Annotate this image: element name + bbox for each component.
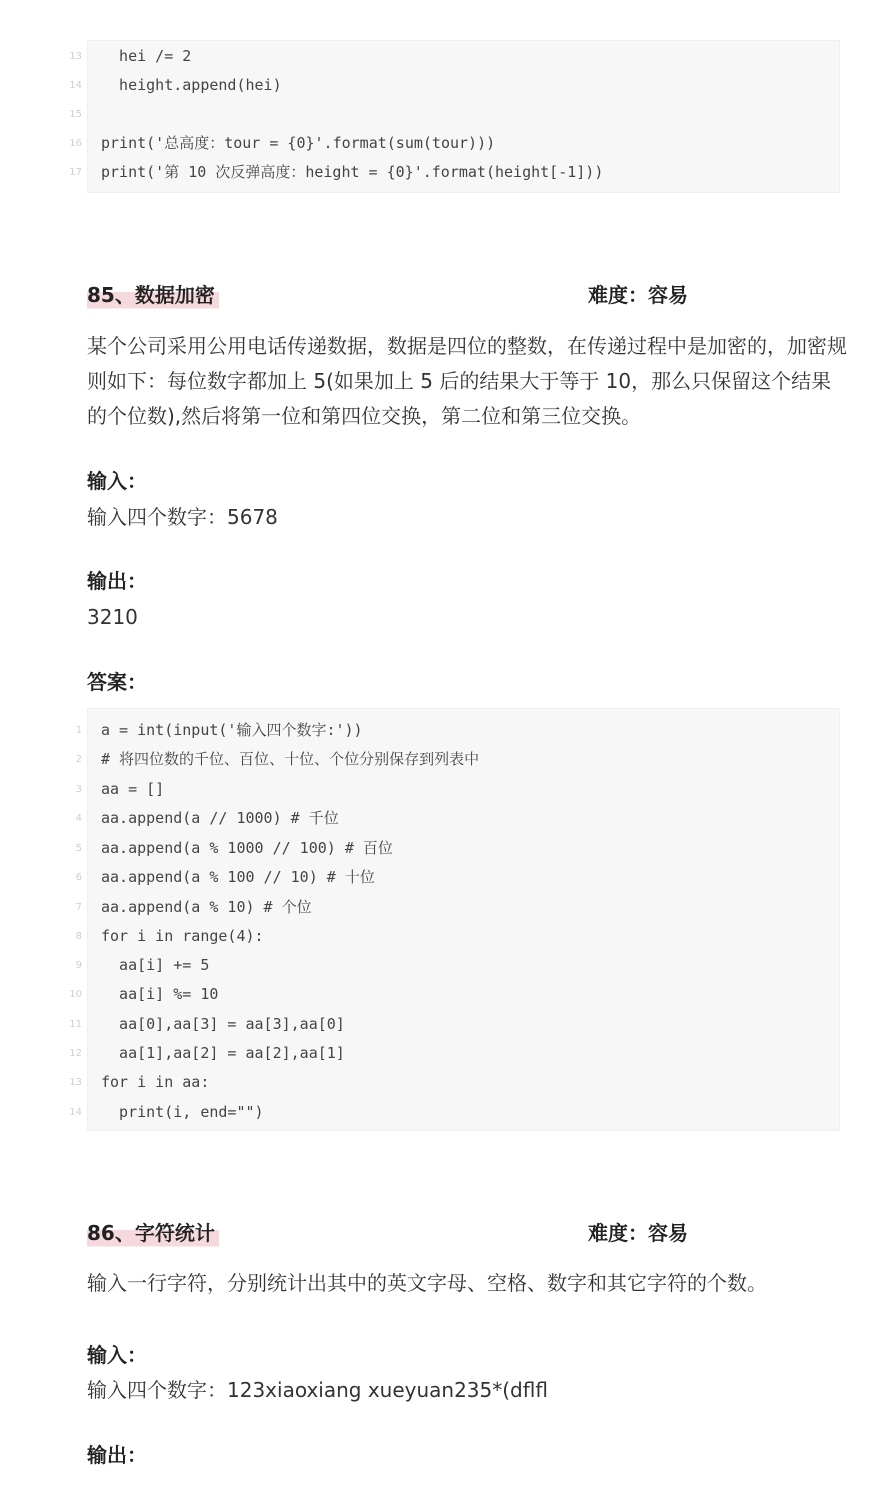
code-line [75, 745, 839, 774]
code-text: print('第 10 次反弹高度：height = {0}'.format(height[-1])) [101, 163, 604, 181]
code-line [75, 775, 839, 804]
answer-label-85: 答案： [87, 670, 147, 694]
line-number: 5 [75, 843, 82, 854]
input-value-85: 输入四个数字：5678 [87, 505, 278, 529]
code-text: aa = [] [101, 780, 165, 798]
code-text: aa[0],aa[3] = aa[3],aa[0] [101, 1015, 345, 1033]
code-text: aa.append(a // 1000) # 千位 [101, 809, 339, 827]
code-line [75, 863, 839, 892]
line-number: 10 [69, 989, 82, 1000]
section-title-85: 85、数据加密 [87, 279, 219, 311]
line-number: 6 [75, 872, 82, 883]
line-number: 4 [75, 813, 82, 824]
line-number: 7 [75, 902, 82, 913]
line-number: 17 [69, 167, 82, 178]
code-text: hei /= 2 [101, 47, 192, 65]
line-number: 14 [69, 1107, 82, 1118]
code-block-continuation [69, 40, 840, 193]
code-line [69, 129, 839, 158]
code-text: print('总高度：tour = {0}'.format(sum(tour))) [101, 134, 496, 152]
input-label-86: 输入： [87, 1343, 147, 1367]
difficulty-label-86: 难度：容易 [588, 1221, 688, 1245]
code-line [69, 1068, 839, 1097]
line-number: 9 [75, 960, 82, 971]
line-number: 12 [69, 1048, 82, 1059]
line-number: 2 [75, 754, 82, 765]
code-text: height.append(hei) [101, 76, 282, 94]
code-line [69, 100, 839, 129]
input-value-86: 输入四个数字：123xiaoxiang xueyuan235*(dflfl [87, 1378, 548, 1402]
code-text: aa.append(a % 1000 // 100) # 百位 [101, 839, 393, 857]
difficulty-label-85: 难度：容易 [588, 283, 688, 307]
code-text: aa[i] %= 10 [101, 985, 219, 1003]
code-line [69, 1010, 839, 1039]
output-label-85: 输出： [87, 569, 147, 593]
code-block-answer-85 [69, 708, 840, 1131]
code-line [69, 1098, 839, 1127]
code-text: a = int(input('输入四个数字:')) [101, 721, 363, 739]
line-number: 3 [75, 784, 82, 795]
code-text: for i in range(4): [101, 927, 264, 945]
section-title-86: 86、字符统计 [87, 1217, 219, 1249]
output-label-86: 输出： [87, 1443, 147, 1467]
code-line [69, 1039, 839, 1068]
code-line [75, 716, 839, 745]
code-text: # 将四位数的千位、百位、十位、个位分别保存到列表中 [101, 750, 480, 768]
code-text: aa[1],aa[2] = aa[2],aa[1] [101, 1044, 345, 1062]
line-number: 11 [69, 1019, 82, 1030]
code-line [69, 980, 839, 1009]
code-line [75, 804, 839, 833]
problem-description-86: 输入一行字符，分别统计出其中的英文字母、空格、数字和其它字符的个数。 [87, 1271, 767, 1295]
code-line [69, 42, 839, 71]
code-line [69, 158, 839, 187]
problem-description-85: 某个公司采用公用电话传递数据，数据是四位的整数，在传递过程中是加密的，加密规则如下：每位数字都加上 5(如果加上 5 后的结果大于等于 10，那么只保留这个结果的个位数),然后将第一位和第四位交换，第二位和第三位交换。 [87, 334, 847, 428]
code-line [75, 951, 839, 980]
line-number: 13 [69, 1077, 82, 1088]
line-number: 8 [75, 931, 82, 942]
input-label-85: 输入： [87, 469, 147, 493]
code-line [75, 834, 839, 863]
code-line [75, 922, 839, 951]
code-text: aa[i] += 5 [101, 956, 210, 974]
line-number: 1 [75, 725, 82, 736]
line-number: 14 [69, 80, 82, 91]
output-value-85: 3210 [87, 605, 138, 629]
code-line [75, 893, 839, 922]
code-text: aa.append(a % 100 // 10) # 十位 [101, 868, 375, 886]
line-number: 16 [69, 138, 82, 149]
code-line [69, 71, 839, 100]
code-text: print(i, end="") [101, 1103, 264, 1121]
code-text: for i in aa: [101, 1073, 210, 1091]
line-number: 13 [69, 51, 82, 62]
code-text: aa.append(a % 10) # 个位 [101, 898, 312, 916]
line-number: 15 [69, 109, 82, 120]
